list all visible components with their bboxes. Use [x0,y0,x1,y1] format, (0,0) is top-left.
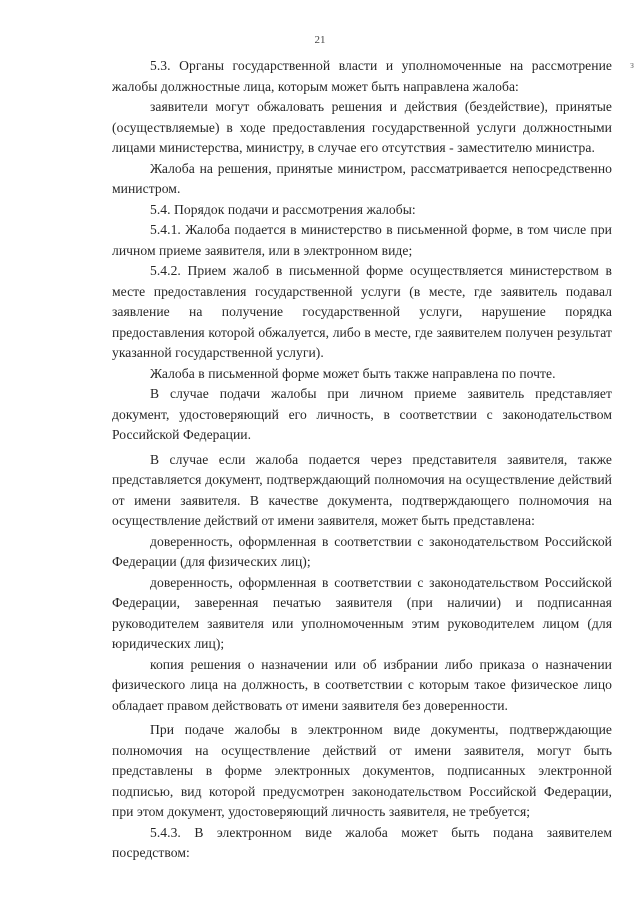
list-item-appointment-copy: копия решения о назначении или об избрании либо приказа о назначении физического лица на должность, в соответствии с которым такое физическое лицо обладает правом действовать от имени заявителя без доверенности. [112,656,612,713]
page-number: 21 [314,34,326,46]
paragraph-5-4-2: 5.4.2. Прием жалоб в письменной форме осуществляется министерством в месте предоставления государственной услуги (в месте, где заявитель подавал заявление на получение государственной услуги, нарушение порядка предоставления которой обжалуется, либо в месте, где заявителем получен результат указанной государственной услуги). [112,263,612,360]
paragraph-5-3: 5.3. Органы государственной власти и уполномоченные на рассмотрение жалобы должностные лица, которым может быть направлена жалоба: [112,58,612,94]
paragraph-5-4: 5.4. Порядок подачи и рассмотрения жалобы: [150,201,416,217]
paragraph-representative: В случае если жалоба подается через представителя заявителя, также представляется документ, подтверждающий полномочия на осуществление действий от имени заявителя. В качестве документа, подтверждающего полномочия на осуществление действий от имени заявителя, может быть представлена: [112,451,612,528]
paragraph-5-4-3: 5.4.3. В электронном виде жалоба может быть подана заявителем посредством: [112,824,612,860]
edge-mark: з [630,60,634,71]
paragraph-minister-decisions: Жалоба на решения, принятые министром, рассматривается непосредственно министром. [112,160,612,196]
document-body [112,56,612,864]
paragraph-appeal-rights: заявители могут обжаловать решения и действия (бездействие), принятые (осуществляемые) в ходе предоставления государственной услуги должностными лицами министерства, министру, в случае его отсутствия - заместителю министра. [112,99,612,155]
list-item-power-of-attorney-individuals: доверенность, оформленная в соответствии с законодательством Российской Федерации (для физических лиц); [112,533,612,569]
paragraph-by-mail: Жалоба в письменной форме может быть также направлена по почте. [150,365,556,381]
paragraph-5-4-1: 5.4.1. Жалоба подается в министерство в письменной форме, в том числе при личном приеме заявителя, или в электронном виде; [112,222,612,258]
paragraph-electronic-submission: При подаче жалобы в электронном виде документы, подтверждающие полномочия на осуществление действий от имени заявителя, могут быть представлены в форме электронных документов, подписанных электронной подписью, вид которой предусмотрен законодательством Российской Федерации, при этом документ, удостоверяющий личность заявителя, не требуется; [112,722,612,819]
list-item-power-of-attorney-legal: доверенность, оформленная в соответствии с законодательством Российской Федерации, заверенная печатью заявителя (при наличии) и подписанная руководителем заявителя или уполномоченным этим руководителем лицом (для юридических лиц); [112,574,612,651]
paragraph-personal-reception: В случае подачи жалобы при личном приеме заявитель представляет документ, удостоверяющий его личность, в соответствии с законодательством Российской Федерации. [112,386,612,442]
